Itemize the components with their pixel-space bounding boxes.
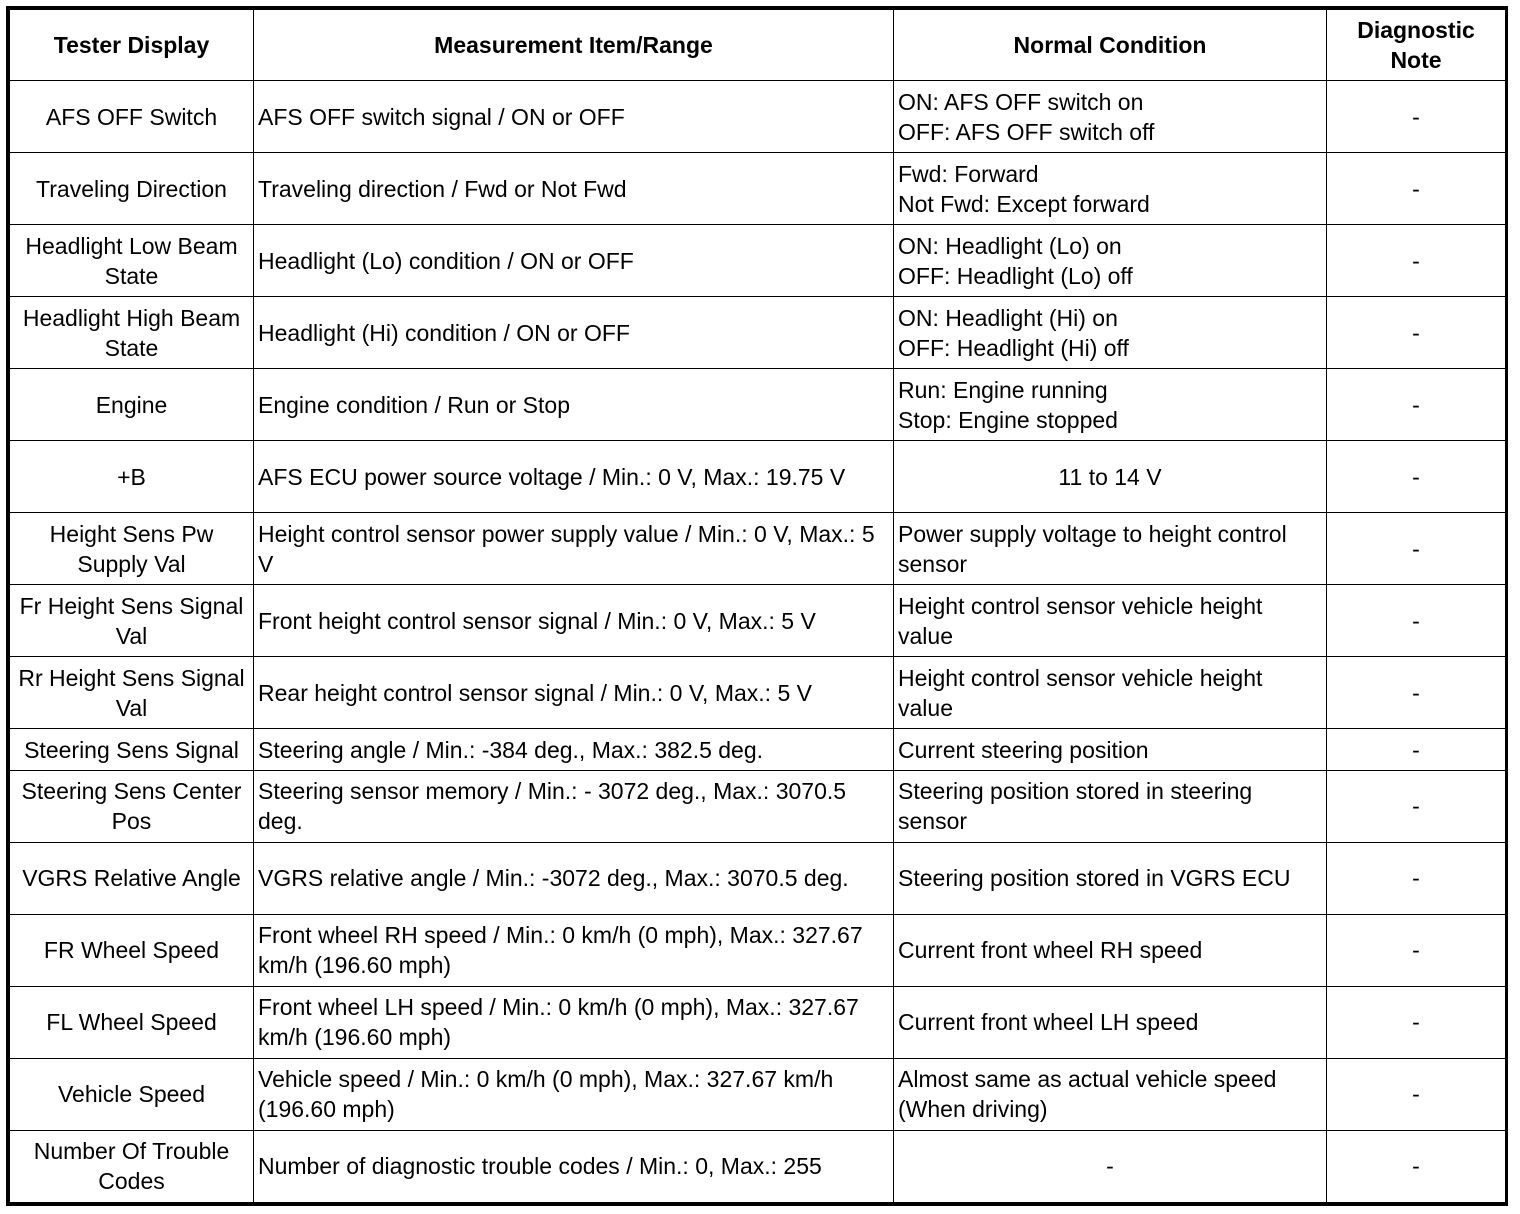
cell-tester-display: Rr Height Sens Signal Val [10, 657, 254, 729]
cell-normal-condition [894, 770, 1327, 842]
normal-condition-line: Stop: Engine stopped [898, 406, 1118, 433]
cell-diagnostic-note: - [1327, 770, 1506, 842]
normal-condition-line: Height control sensor vehicle height value [898, 664, 1263, 721]
cell-normal-condition [894, 441, 1327, 513]
table-row [10, 729, 1506, 770]
cell-normal-condition [894, 914, 1327, 986]
cell-tester-display: FR Wheel Speed [10, 914, 254, 986]
cell-tester-display: VGRS Relative Angle [10, 842, 254, 914]
cell-normal-condition [894, 513, 1327, 585]
cell-normal-condition [894, 657, 1327, 729]
table-row [10, 513, 1506, 585]
cell-tester-display: Steering Sens Center Pos [10, 770, 254, 842]
cell-measurement-item: Vehicle speed / Min.: 0 km/h (0 mph), Max.: 327.67 km/h (196.60 mph) [254, 1058, 894, 1130]
table-row [10, 1058, 1506, 1130]
table-header [10, 10, 1506, 81]
cell-diagnostic-note: - [1327, 441, 1506, 513]
table-row [10, 842, 1506, 914]
cell-measurement-item: AFS OFF switch signal / ON or OFF [254, 81, 894, 153]
normal-condition-line: OFF: Headlight (Lo) off [898, 262, 1133, 289]
cell-diagnostic-note: - [1327, 585, 1506, 657]
header-normal-condition: Normal Condition [894, 10, 1327, 81]
cell-tester-display: AFS OFF Switch [10, 81, 254, 153]
cell-measurement-item: Steering angle / Min.: -384 deg., Max.: 382.5 deg. [254, 729, 894, 770]
cell-diagnostic-note: - [1327, 225, 1506, 297]
header-tester-display: Tester Display [10, 10, 254, 81]
cell-normal-condition [894, 225, 1327, 297]
cell-normal-condition [894, 585, 1327, 657]
table-row [10, 914, 1506, 986]
normal-condition-line: ON: Headlight (Lo) on [898, 232, 1122, 259]
cell-measurement-item: Height control sensor power supply value / Min.: 0 V, Max.: 5 V [254, 513, 894, 585]
header-diagnostic-note [1327, 10, 1506, 81]
cell-diagnostic-note: - [1327, 153, 1506, 225]
cell-tester-display: Steering Sens Signal [10, 729, 254, 770]
cell-normal-condition [894, 729, 1327, 770]
normal-condition-line: OFF: Headlight (Hi) off [898, 334, 1129, 361]
cell-normal-condition [894, 986, 1327, 1058]
cell-diagnostic-note: - [1327, 914, 1506, 986]
cell-measurement-item: Steering sensor memory / Min.: - 3072 deg., Max.: 3070.5 deg. [254, 770, 894, 842]
cell-normal-condition [894, 81, 1327, 153]
normal-condition-line: ON: Headlight (Hi) on [898, 304, 1118, 331]
normal-condition-line: Current steering position [898, 736, 1149, 763]
normal-condition-line: Power supply voltage to height control sensor [898, 520, 1287, 577]
cell-normal-condition [894, 1058, 1327, 1130]
cell-diagnostic-note: - [1327, 842, 1506, 914]
cell-diagnostic-note: - [1327, 986, 1506, 1058]
cell-diagnostic-note: - [1327, 1058, 1506, 1130]
table-body [10, 81, 1506, 1203]
cell-diagnostic-note: - [1327, 513, 1506, 585]
normal-condition-line: Height control sensor vehicle height value [898, 592, 1263, 649]
table-row [10, 1130, 1506, 1202]
data-list-table-frame [6, 6, 1508, 1206]
cell-tester-display: FL Wheel Speed [10, 986, 254, 1058]
cell-measurement-item: Rear height control sensor signal / Min.: 0 V, Max.: 5 V [254, 657, 894, 729]
cell-normal-condition [894, 297, 1327, 369]
normal-condition-line: Steering position stored in VGRS ECU [898, 865, 1291, 892]
cell-normal-condition [894, 369, 1327, 441]
table-row [10, 81, 1506, 153]
normal-condition-line: 11 to 14 V [1058, 463, 1162, 490]
cell-tester-display: +B [10, 441, 254, 513]
cell-measurement-item: AFS ECU power source voltage / Min.: 0 V, Max.: 19.75 V [254, 441, 894, 513]
cell-tester-display: Number Of Trouble Codes [10, 1130, 254, 1202]
cell-normal-condition [894, 153, 1327, 225]
cell-tester-display: Headlight Low Beam State [10, 225, 254, 297]
cell-measurement-item: Front wheel LH speed / Min.: 0 km/h (0 mph), Max.: 327.67 km/h (196.60 mph) [254, 986, 894, 1058]
table-row [10, 585, 1506, 657]
normal-condition-line: Run: Engine running [898, 376, 1108, 403]
cell-measurement-item: Number of diagnostic trouble codes / Min.: 0, Max.: 255 [254, 1130, 894, 1202]
cell-diagnostic-note: - [1327, 729, 1506, 770]
table-row [10, 297, 1506, 369]
header-diagnostic-note-line1: Diagnostic [1357, 17, 1475, 43]
cell-diagnostic-note: - [1327, 369, 1506, 441]
cell-measurement-item: Traveling direction / Fwd or Not Fwd [254, 153, 894, 225]
cell-normal-condition [894, 842, 1327, 914]
header-diagnostic-note-line2: Note [1390, 47, 1442, 73]
table-row [10, 770, 1506, 842]
data-list-table [9, 9, 1506, 1203]
normal-condition-line: Fwd: Forward [898, 160, 1039, 187]
normal-condition-line: ON: AFS OFF switch on [898, 88, 1144, 115]
cell-tester-display: Traveling Direction [10, 153, 254, 225]
cell-measurement-item: Engine condition / Run or Stop [254, 369, 894, 441]
table-row [10, 153, 1506, 225]
cell-tester-display: Headlight High Beam State [10, 297, 254, 369]
cell-measurement-item: Front wheel RH speed / Min.: 0 km/h (0 mph), Max.: 327.67 km/h (196.60 mph) [254, 914, 894, 986]
cell-diagnostic-note: - [1327, 297, 1506, 369]
cell-measurement-item: Front height control sensor signal / Min.: 0 V, Max.: 5 V [254, 585, 894, 657]
cell-diagnostic-note: - [1327, 1130, 1506, 1202]
cell-tester-display: Height Sens Pw Supply Val [10, 513, 254, 585]
table-row [10, 441, 1506, 513]
table-row [10, 657, 1506, 729]
table-row [10, 369, 1506, 441]
cell-tester-display: Engine [10, 369, 254, 441]
table-row [10, 225, 1506, 297]
normal-condition-line: Steering position stored in steering sensor [898, 778, 1253, 835]
header-row [10, 10, 1506, 81]
cell-measurement-item: VGRS relative angle / Min.: -3072 deg., Max.: 3070.5 deg. [254, 842, 894, 914]
normal-condition-line: Current front wheel LH speed [898, 1009, 1199, 1036]
normal-condition-line: Almost same as actual vehicle speed (When driving) [898, 1066, 1277, 1123]
table-row [10, 986, 1506, 1058]
cell-normal-condition [894, 1130, 1327, 1202]
cell-measurement-item: Headlight (Lo) condition / ON or OFF [254, 225, 894, 297]
cell-measurement-item: Headlight (Hi) condition / ON or OFF [254, 297, 894, 369]
normal-condition-line: Not Fwd: Except forward [898, 190, 1150, 217]
cell-tester-display: Fr Height Sens Signal Val [10, 585, 254, 657]
cell-diagnostic-note: - [1327, 657, 1506, 729]
cell-diagnostic-note: - [1327, 81, 1506, 153]
cell-tester-display: Vehicle Speed [10, 1058, 254, 1130]
normal-condition-line: OFF: AFS OFF switch off [898, 118, 1155, 145]
normal-condition-line: - [1106, 1153, 1114, 1180]
normal-condition-line: Current front wheel RH speed [898, 937, 1203, 964]
header-measurement-item-range: Measurement Item/Range [254, 10, 894, 81]
